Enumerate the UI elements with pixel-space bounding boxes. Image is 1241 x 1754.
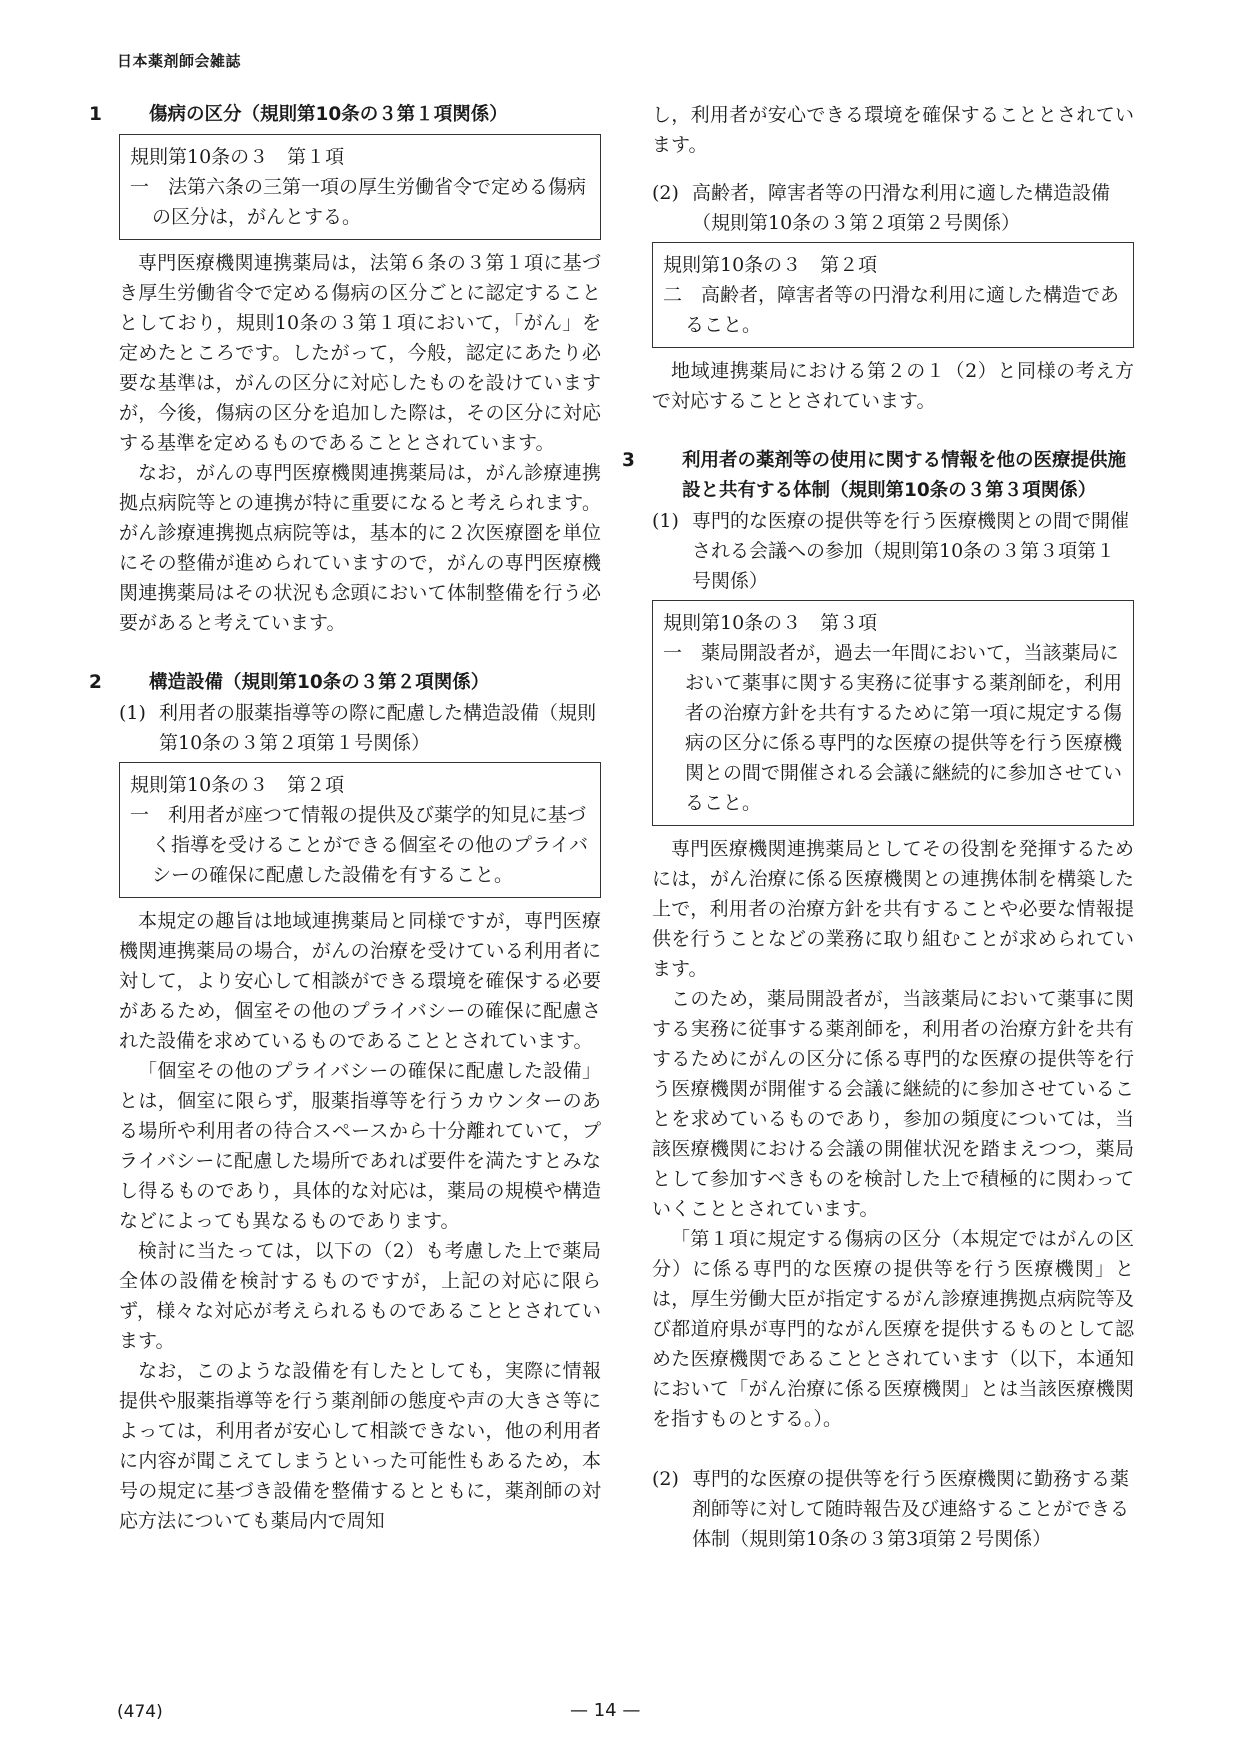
paragraph: このため，薬局開設者が，当該薬局において薬事に関する実務に従事する薬剤師を，利用者の治療方針を共有するためにがんの区分に係る専門的な医療の提供等を行う医療機関が開催する会議に継続的に参加させていることを求めているものであり，参加の頻度については，当該医療機関における会議の開催状況を踏まえつつ，薬局として参加すべきものを検討した上で積極的に関わっていくこととされています。	[652, 988, 1134, 1220]
subsection-heading	[119, 698, 601, 758]
subsection-label: (2)	[652, 182, 679, 204]
regulation-box	[652, 242, 1134, 348]
subsection-title: 専門的な医療の提供等を行う医療機関との間で開催される会議への参加（規則第10条の３第３項第１号関係）	[692, 510, 1130, 592]
subsection-label: (1)	[119, 702, 146, 724]
paragraph: し，利用者が安心できる環境を確保することとされています。	[652, 104, 1134, 156]
paragraph: 本規定の趣旨は地域連携薬局と同様ですが，専門医療機関連携薬局の場合，がんの治療を受けている利用者に対して，より安心して相談ができる環境を確保する必要があるため，個室その他のプライバシーの確保に配慮された設備を求めているものであることとされています。	[119, 910, 601, 1052]
regulation-item: 二 高齢者，障害者等の円滑な利用に適した構造であること。	[663, 284, 1120, 336]
regulation-item: 一 法第六条の三第一項の厚生労働省令で定める傷病の区分は，がんとする。	[130, 176, 587, 228]
issue-number: (474)	[117, 1702, 163, 1722]
paragraph: 地域連携薬局における第２の１（2）と同様の考え方で対応することとされています。	[652, 360, 1134, 412]
subsection-title: 利用者の服薬指導等の際に配慮した構造設備（規則第10条の３第２項第１号関係）	[159, 702, 597, 754]
section-1-heading	[89, 100, 601, 130]
regulation-box	[652, 600, 1134, 826]
paragraph: 専門医療機関連携薬局としてその役割を発揮するためには，がん治療に係る医療機関との連携体制を構築した上で，利用者の治療方針を共有することや必要な情報提供を行うことなどの業務に取り組むことが求められています。	[652, 838, 1134, 980]
paragraph: なお，このような設備を有したとしても，実際に情報提供や服薬指導等を行う薬剤師の態度や声の大きさ等によっては，利用者が安心して相談できない，他の利用者に内容が聞こえてしまうといった可能性もあるため，本号の規定に基づき設備を整備するとともに，薬剤師の対応方法についても薬局内で周知	[119, 1360, 601, 1532]
regulation-title: 規則第10条の３ 第２項	[663, 254, 878, 276]
regulation-box	[119, 762, 601, 898]
subsection-heading	[652, 506, 1134, 596]
journal-title: 日本薬剤師会雑誌	[117, 52, 242, 70]
section-3-heading	[622, 446, 1134, 506]
section-title: 利用者の薬剤等の使用に関する情報を他の医療提供施設と共有する体制（規則第10条の３第３項関係）	[682, 450, 1127, 501]
regulation-title: 規則第10条の３ 第１項	[130, 146, 345, 168]
section-2-heading	[89, 668, 601, 698]
subsection-title: 高齢者，障害者等の円滑な利用に適した構造設備（規則第10条の３第２項第２号関係）	[692, 182, 1111, 234]
regulation-title: 規則第10条の３ 第３項	[663, 612, 878, 634]
paragraph: 専門医療機関連携薬局は，法第６条の３第１項に基づき厚生労働省令で定める傷病の区分ごとに認定することとしており，規則10条の３第１項において，「がん」を定めたところです。したがって，今般，認定にあたり必要な基準は，がんの区分に対応したものを設けていますが，今後，傷病の区分を追加した際は，その区分に対応する基準を定めるものであることとされています。	[119, 252, 601, 454]
section-title: 構造設備（規則第10条の３第２項関係）	[149, 672, 490, 693]
left-column	[89, 100, 601, 1536]
paragraph: 「個室その他のプライバシーの確保に配慮した設備」とは，個室に限らず，服薬指導等を行うカウンターのある場所や利用者の待合スペースから十分離れていて，プライバシーに配慮した場所であれば要件を満たすとみなし得るものであり，具体的な対応は，薬局の規模や構造などによっても異なるものであります。	[119, 1060, 601, 1232]
section-number: 1	[89, 104, 102, 125]
regulation-title: 規則第10条の３ 第２項	[130, 774, 345, 796]
subsection-label: (1)	[652, 510, 679, 532]
subsection-label: (2)	[652, 1468, 679, 1490]
section-number: 3	[622, 450, 635, 471]
right-column	[622, 100, 1134, 1554]
page-number: — 14 —	[570, 1700, 641, 1721]
subsection-heading	[652, 1464, 1134, 1554]
subsection-title: 専門的な医療の提供等を行う医療機関に勤務する薬剤師等に対して随時報告及び連絡することができる体制（規則第10条の３第3項第２号関係）	[692, 1468, 1130, 1550]
regulation-item: 一 薬局開設者が，過去一年間において，当該薬局において薬事に関する実務に従事する薬剤師を，利用者の治療方針を共有するために第一項に規定する傷病の区分に係る専門的な医療の提供等を行う医療機関との間で開催される会議に継続的に参加させていること。	[663, 642, 1123, 814]
regulation-box	[119, 134, 601, 240]
subsection-heading	[652, 178, 1134, 238]
paragraph: 検討に当たっては，以下の（2）も考慮した上で薬局全体の設備を検討するものですが，上記の対応に限らず，様々な対応が考えられるものであることとされています。	[119, 1240, 601, 1352]
paragraph: 「第１項に規定する傷病の区分（本規定ではがんの区分）に係る専門的な医療の提供等を行う医療機関」とは，厚生労働大臣が指定するがん診療連携拠点病院等及び都道府県が専門的ながん医療を提供するものとして認めた医療機関であることとされています（以下，本通知において「がん治療に係る医療機関」とは当該医療機関を指すものとする。）。	[652, 1228, 1134, 1430]
section-number: 2	[89, 672, 102, 693]
regulation-item: 一 利用者が座つて情報の提供及び薬学的知見に基づく指導を受けることができる個室その他のプライバシーの確保に配慮した設備を有すること。	[130, 804, 589, 886]
section-title: 傷病の区分（規則第10条の３第１項関係）	[149, 104, 508, 125]
paragraph: なお，がんの専門医療機関連携薬局は，がん診療連携拠点病院等との連携が特に重要になると考えられます。がん診療連携拠点病院等は，基本的に２次医療圏を単位にその整備が進められていますので，がんの専門医療機関連携薬局はその状況も念頭において体制整備を行う必要があると考えています。	[119, 462, 601, 634]
